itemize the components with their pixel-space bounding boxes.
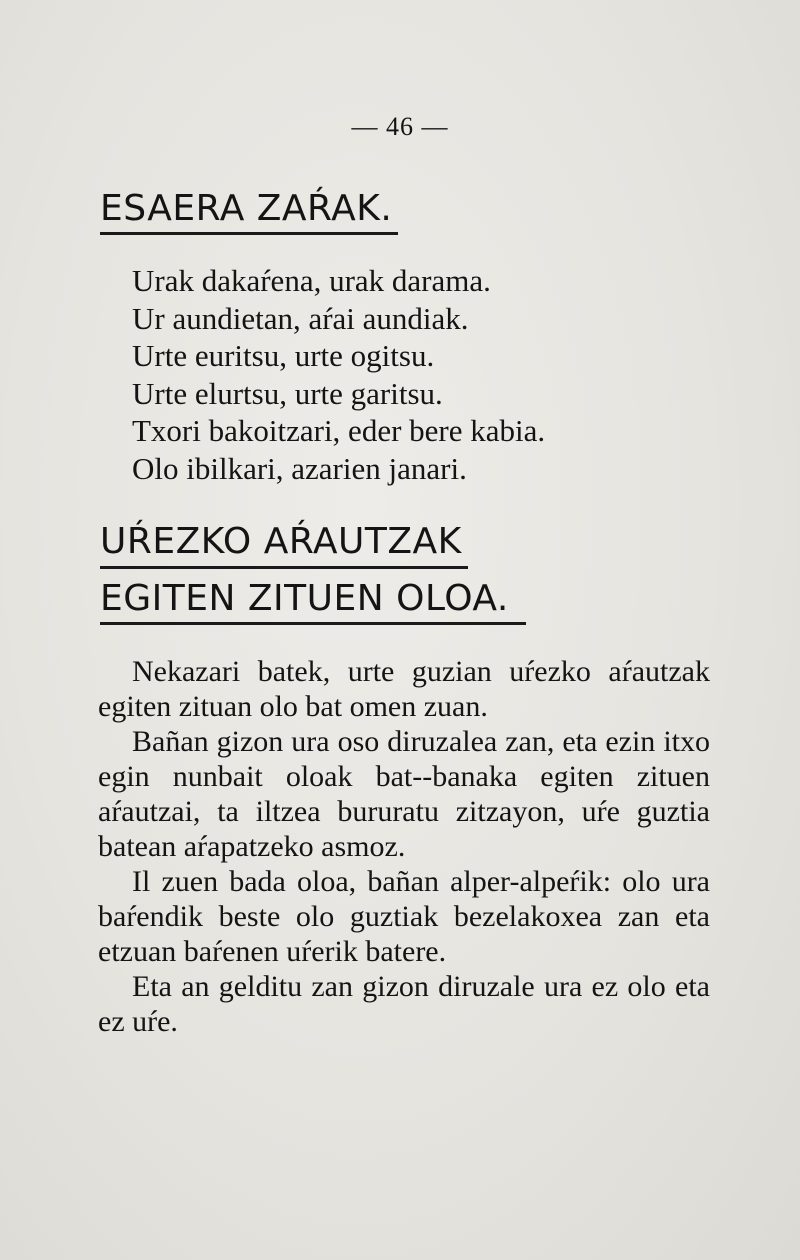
- proverb-line: Txori bakoitzari, eder bere kabia.: [132, 413, 546, 448]
- proverb-list: [132, 262, 545, 487]
- story-paragraph: Eta an gelditu zan gizon diruzale ura ez olo eta ez uŕe.: [98, 970, 710, 1038]
- section-title-sayings: ESAERA ZAŔAK.: [100, 188, 393, 229]
- proverb-line: Urte euritsu, urte ogitsu.: [132, 338, 435, 373]
- story-title-underline-1: [100, 566, 468, 569]
- section-title-underline: [100, 232, 398, 235]
- story-title-underline-2: [100, 622, 526, 625]
- story-title-line-1: UŔEZKO AŔAUTZAK: [100, 521, 462, 562]
- story-title-line-2: EGITEN ZITUEN OLOA.: [100, 578, 509, 619]
- story-paragraph: Il zuen bada oloa, bañan alper-alpeŕik: olo ura baŕendik beste olo guztiak bezelakoxea zan eta etzuan baŕenen uŕerik batere.: [98, 865, 710, 968]
- proverb-line: Ur aundietan, aŕai aundiak.: [132, 300, 469, 336]
- story-paragraph: Nekazari batek, urte guzian uŕezko aŕautzak egiten zituan olo bat omen zuan.: [98, 655, 710, 723]
- proverb-line: Urak dakaŕena, urak darama.: [132, 263, 491, 298]
- story-body: [98, 654, 710, 1039]
- story-paragraph: Bañan gizon ura oso diruzalea zan, eta ezin itxo egin nunbait oloak bat--banaka egiten zituen aŕautzai, ta iltzea bururatu zitzayon, uŕe guztia batean aŕapatzeko asmoz.: [98, 725, 710, 863]
- page-number: — 46 —: [351, 112, 449, 141]
- proverb-line: Olo ibilkari, azarien janari.: [132, 450, 467, 486]
- proverb-line: Urte elurtsu, urte garitsu.: [132, 375, 443, 411]
